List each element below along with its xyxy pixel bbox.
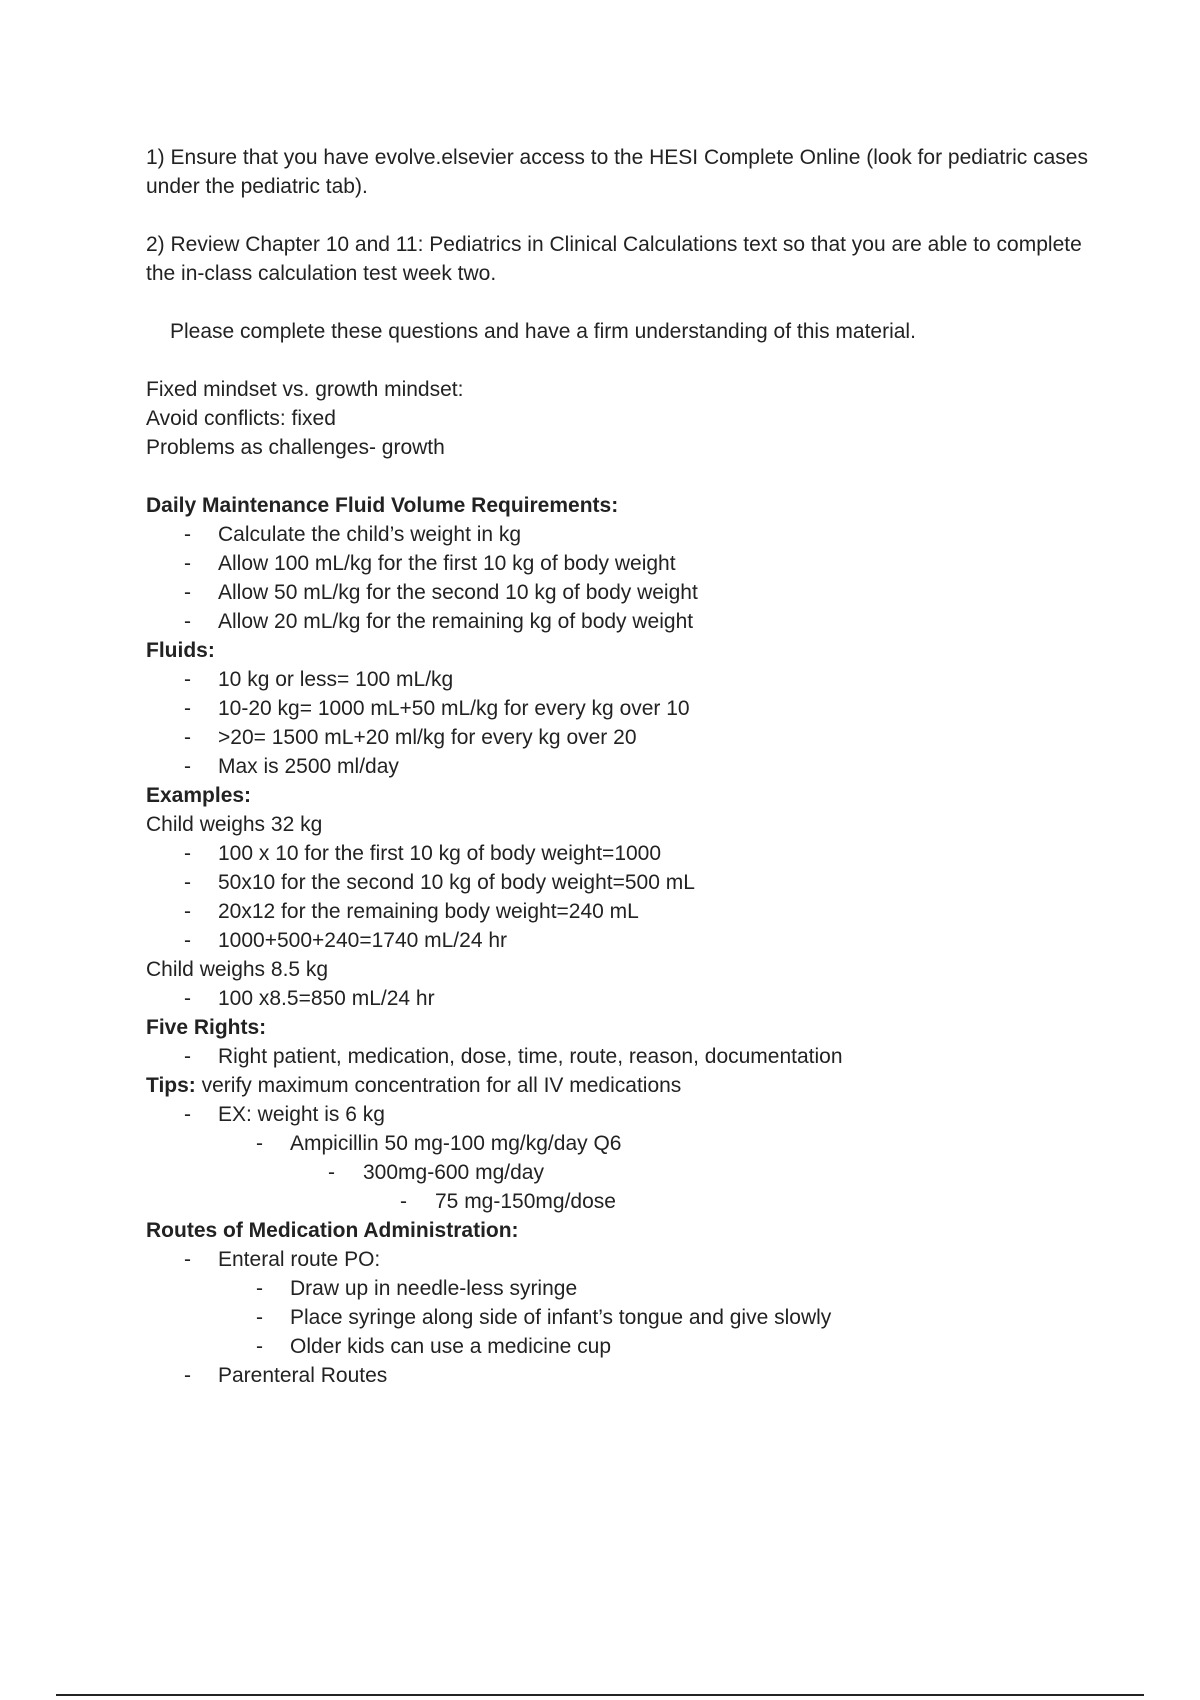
bullet-dash: -: [184, 929, 191, 952]
bullet-dash: -: [400, 1190, 407, 1213]
maintenance-heading: Daily Maintenance Fluid Volume Requirements:: [146, 494, 619, 517]
bullet-dash: -: [184, 987, 191, 1010]
bullet-dash: -: [184, 842, 191, 865]
bullet-dash: -: [184, 552, 191, 575]
bullet-dash: -: [184, 610, 191, 633]
page-bottom-rule: [56, 1694, 1144, 1696]
examples-heading: Examples:: [146, 784, 252, 807]
list-item: - Older kids can use a medicine cup: [146, 1332, 1096, 1361]
tips-line: [146, 1071, 1096, 1100]
bullet-dash: -: [184, 668, 191, 691]
mindset-line-1: Fixed mindset vs. growth mindset:: [146, 378, 464, 401]
list-item: - >20= 1500 mL+20 ml/kg for every kg over 20: [146, 723, 1096, 752]
example-case-2: Child weighs 8.5 kg: [146, 958, 329, 981]
list-item: - 20x12 for the remaining body weight=240 mL: [146, 897, 1096, 926]
mindset-line-3: Problems as challenges- growth: [146, 436, 445, 459]
bullet-dash: -: [184, 755, 191, 778]
intro-note: Please complete these questions and have a firm understanding of this material.: [170, 320, 916, 343]
list-item: - 50x10 for the second 10 kg of body weight=500 mL: [146, 868, 1096, 897]
list-item: - 1000+500+240=1740 mL/24 hr: [146, 926, 1096, 955]
document-body: [146, 143, 1096, 1390]
intro-item-2: 2) Review Chapter 10 and 11: Pediatrics in Clinical Calculations text so that you are able to complete the in-class calculation test week two.: [146, 233, 1082, 285]
list-item: - Max is 2500 ml/day: [146, 752, 1096, 781]
routes-heading: Routes of Medication Administration:: [146, 1219, 519, 1242]
list-item: - Draw up in needle-less syringe: [146, 1274, 1096, 1303]
bullet-dash: -: [184, 900, 191, 923]
list-item: - 100 x 10 for the first 10 kg of body weight=1000: [146, 839, 1096, 868]
bullet-dash: -: [184, 523, 191, 546]
bullet-dash: -: [256, 1306, 263, 1329]
fluids-heading: Fluids:: [146, 639, 215, 662]
bullet-dash: -: [256, 1335, 263, 1358]
bullet-dash: -: [328, 1161, 335, 1184]
list-item: - Place syringe along side of infant’s tongue and give slowly: [146, 1303, 1096, 1332]
bullet-dash: -: [256, 1277, 263, 1300]
intro-item-1: 1) Ensure that you have evolve.elsevier access to the HESI Complete Online (look for pediatric cases under the pediatric tab).: [146, 146, 1088, 198]
list-item: - Right patient, medication, dose, time, route, reason, documentation: [146, 1042, 1096, 1071]
list-item: - 10 kg or less= 100 mL/kg: [146, 665, 1096, 694]
bullet-dash: -: [184, 581, 191, 604]
list-item: - Calculate the child’s weight in kg: [146, 520, 1096, 549]
bullet-dash: -: [184, 871, 191, 894]
bullet-dash: -: [184, 726, 191, 749]
list-item: - Allow 50 mL/kg for the second 10 kg of body weight: [146, 578, 1096, 607]
list-item: - Ampicillin 50 mg-100 mg/kg/day Q6: [146, 1129, 1096, 1158]
list-item: - Allow 100 mL/kg for the first 10 kg of body weight: [146, 549, 1096, 578]
list-item: - Allow 20 mL/kg for the remaining kg of body weight: [146, 607, 1096, 636]
tips-label: Tips:: [146, 1074, 196, 1097]
list-item: - 75 mg-150mg/dose: [146, 1187, 1096, 1216]
list-item: - Parenteral Routes: [146, 1361, 1096, 1390]
mindset-line-2: Avoid conflicts: fixed: [146, 407, 336, 430]
list-item: - 100 x8.5=850 mL/24 hr: [146, 984, 1096, 1013]
list-item: - 10-20 kg= 1000 mL+50 mL/kg for every kg over 10: [146, 694, 1096, 723]
bullet-dash: -: [184, 1103, 191, 1126]
bullet-dash: -: [184, 1248, 191, 1271]
bullet-dash: -: [184, 1045, 191, 1068]
bullet-dash: -: [256, 1132, 263, 1155]
bullet-dash: -: [184, 697, 191, 720]
bullet-dash: -: [184, 1364, 191, 1387]
rights-heading: Five Rights:: [146, 1016, 267, 1039]
example-case-1: Child weighs 32 kg: [146, 813, 323, 836]
list-item: - EX: weight is 6 kg: [146, 1100, 1096, 1129]
list-item: - 300mg-600 mg/day: [146, 1158, 1096, 1187]
list-item: - Enteral route PO:: [146, 1245, 1096, 1274]
tips-text: verify maximum concentration for all IV medications: [195, 1074, 682, 1097]
